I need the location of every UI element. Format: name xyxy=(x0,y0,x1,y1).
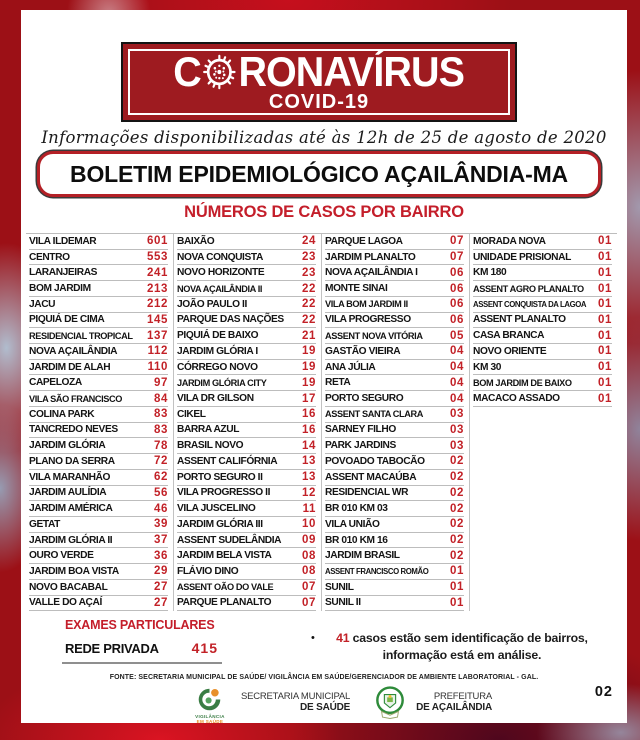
bairro-name: RESIDENCIAL TROPICAL xyxy=(29,330,133,341)
table-row xyxy=(29,548,168,564)
case-count: 06 xyxy=(450,298,464,311)
table-row xyxy=(177,375,316,391)
table-row xyxy=(325,486,464,502)
bairro-name: ASSENT SANTA CLARA xyxy=(325,409,423,420)
bairro-name: COLINA PARK xyxy=(29,408,95,420)
table-row xyxy=(325,470,464,486)
bairro-name: BOM JARDIM xyxy=(29,283,91,295)
table-row xyxy=(325,265,464,281)
bairro-name: ASSENT PLANALTO xyxy=(473,314,566,326)
bairro-name: CASA BRANCA xyxy=(473,330,545,342)
table-row xyxy=(177,250,316,266)
bairro-name: JARDIM DE ALAH xyxy=(29,361,111,373)
table-row xyxy=(29,281,168,297)
case-count: 07 xyxy=(450,251,464,264)
case-count: 19 xyxy=(302,361,316,374)
note-highlight: 41 xyxy=(336,631,350,645)
bairro-name: NOVO HORIZONTE xyxy=(177,267,265,279)
table-row xyxy=(29,344,168,360)
bairro-name: SUNIL II xyxy=(325,597,361,609)
table-row xyxy=(29,234,168,250)
case-count: 83 xyxy=(154,423,168,436)
table-row xyxy=(177,265,316,281)
bairro-name: LARANJEIRAS xyxy=(29,267,98,279)
table-row xyxy=(29,533,168,549)
bairro-name: SUNIL xyxy=(325,581,354,593)
bairro-name: JARDIM GLÓRIA CITY xyxy=(177,377,267,388)
footer-logos xyxy=(171,686,511,724)
bairro-name: VILA UNIÃO xyxy=(325,518,380,530)
case-count: 553 xyxy=(147,251,168,264)
case-count: 01 xyxy=(598,235,612,248)
bairro-name: NOVA AÇAILÂNDIA II xyxy=(177,283,263,294)
case-count: 02 xyxy=(450,502,464,515)
table-row xyxy=(177,391,316,407)
bairro-name: PARQUE LAGOA xyxy=(325,235,403,247)
case-count: 27 xyxy=(154,596,168,609)
case-count: 02 xyxy=(450,455,464,468)
table-row xyxy=(325,234,464,250)
table-row xyxy=(29,423,168,439)
case-count: 02 xyxy=(450,534,464,547)
table-row xyxy=(177,360,316,376)
bairro-name: FLÁVIO DINO xyxy=(177,565,239,577)
case-count: 06 xyxy=(450,282,464,295)
table-row xyxy=(29,407,168,423)
case-count: 01 xyxy=(598,298,612,311)
table-row xyxy=(473,281,612,297)
bairro-name: CIKEL xyxy=(177,408,206,420)
bairro-name: BRASIL NOVO xyxy=(177,440,244,452)
bairro-name: ASSENT FRANCISCO ROMÃO xyxy=(325,566,429,576)
case-count: 84 xyxy=(154,392,168,405)
table-row xyxy=(29,360,168,376)
bairro-name: JARDIM GLÓRIA II xyxy=(29,534,113,546)
table-row xyxy=(325,313,464,329)
cases-column-2 xyxy=(174,234,322,611)
bairro-name: ASSENT CONQUISTA DA LAGOA xyxy=(473,299,587,309)
bulletin-title-box xyxy=(37,151,601,197)
bairro-name: KM 30 xyxy=(473,361,502,373)
bairro-name: VILA PROGRESSO xyxy=(325,314,411,326)
private-exams-title: EXAMES PARTICULARES xyxy=(65,618,215,632)
table-row xyxy=(177,344,316,360)
table-row xyxy=(325,344,464,360)
bairro-name: JARDIM AMÉRICA xyxy=(29,503,113,515)
bulletin-page xyxy=(21,10,627,723)
table-row xyxy=(325,548,464,564)
case-count: 08 xyxy=(302,549,316,562)
case-count: 01 xyxy=(450,596,464,609)
case-count: 24 xyxy=(302,235,316,248)
bairro-name: JARDIM BELA VISTA xyxy=(177,550,272,562)
bairro-name: VILA ILDEMAR xyxy=(29,235,97,247)
bairro-name: JACU xyxy=(29,298,56,310)
info-date-line: Informações disponibilizadas até às 12h de 25 de agosto de 2020 xyxy=(41,128,607,147)
case-count: 03 xyxy=(450,423,464,436)
prefeitura-logo-icon xyxy=(375,686,405,720)
bairro-name: ASSENT NOVA VITÓRIA xyxy=(325,330,423,341)
secretaria-line-2: DE SAÚDE xyxy=(300,702,351,713)
table-row xyxy=(29,250,168,266)
bairro-name: JARDIM GLÓRIA I xyxy=(177,345,258,357)
cases-table xyxy=(26,233,617,611)
bairro-name: GASTÃO VIEIRA xyxy=(325,345,401,357)
bairro-name: VILA MARANHÃO xyxy=(29,471,111,483)
bairro-name: PORTO SEGURO xyxy=(325,393,404,405)
case-count: 11 xyxy=(302,502,316,515)
bairro-name: PIQUIÁ DE CIMA xyxy=(29,314,105,326)
vigilancia-logo-icon xyxy=(196,686,223,713)
covid19-subtitle: COVID-19 xyxy=(268,90,370,113)
case-count: 23 xyxy=(302,266,316,279)
table-row xyxy=(29,438,168,454)
bairro-name: POVOADO TABOCÃO xyxy=(325,455,425,467)
table-row xyxy=(177,297,316,313)
bairro-name: CÓRREGO NOVO xyxy=(177,361,258,373)
bairro-name: JARDIM GLÓRIA III xyxy=(177,518,263,530)
prefeitura-label xyxy=(416,691,492,713)
coronavirus-title-part1: C xyxy=(173,47,202,95)
table-row xyxy=(177,423,316,439)
case-count: 22 xyxy=(302,313,316,326)
bairro-name: JARDIM BRASIL xyxy=(325,550,400,562)
case-count: 601 xyxy=(147,235,168,248)
case-count: 04 xyxy=(450,376,464,389)
cases-column-4 xyxy=(470,234,617,611)
table-row xyxy=(29,486,168,502)
case-count: 112 xyxy=(147,345,168,358)
case-count: 07 xyxy=(450,235,464,248)
table-row xyxy=(473,360,612,376)
bairro-name: JOÃO PAULO II xyxy=(177,298,247,310)
case-count: 213 xyxy=(147,282,168,295)
private-exams-row xyxy=(62,638,222,664)
bairro-name: ANA JÚLIA xyxy=(325,361,376,373)
bairro-name: VILA PROGRESSO II xyxy=(177,487,271,499)
case-count: 16 xyxy=(302,423,316,436)
table-row xyxy=(325,281,464,297)
case-count: 04 xyxy=(450,392,464,405)
case-count: 03 xyxy=(450,408,464,421)
table-row xyxy=(325,250,464,266)
bairro-name: BARRA AZUL xyxy=(177,424,240,436)
case-count: 01 xyxy=(598,345,612,358)
bairro-name: VILA DR GILSON xyxy=(177,393,254,405)
case-count: 03 xyxy=(450,439,464,452)
case-count: 212 xyxy=(147,298,168,311)
case-count: 02 xyxy=(450,549,464,562)
bairro-name: JARDIM GLÓRIA xyxy=(29,440,106,452)
bairro-name: ASSENT AGRO PLANALTO xyxy=(473,283,584,294)
case-count: 01 xyxy=(598,313,612,326)
case-count: 07 xyxy=(302,581,316,594)
case-count: 97 xyxy=(154,376,168,389)
bairro-name: KM 180 xyxy=(473,267,507,279)
table-row xyxy=(29,454,168,470)
bairro-name: RETA xyxy=(325,377,351,389)
table-row xyxy=(325,596,464,611)
case-count: 37 xyxy=(154,534,168,547)
case-count: 29 xyxy=(154,565,168,578)
case-count: 08 xyxy=(302,565,316,578)
table-row xyxy=(473,391,612,407)
bairro-name: OURO VERDE xyxy=(29,550,94,562)
bairro-name: CAPELOZA xyxy=(29,377,82,389)
table-row xyxy=(325,454,464,470)
case-count: 01 xyxy=(598,329,612,342)
virus-icon xyxy=(202,53,238,91)
case-count: 17 xyxy=(302,392,316,405)
cases-column-1 xyxy=(26,234,174,611)
table-row xyxy=(325,360,464,376)
bairro-name: ASSENT OÃO DO VALE xyxy=(177,582,274,593)
case-count: 09 xyxy=(302,534,316,547)
bulletin-title: BOLETIM EPIDEMIOLÓGICO AÇAILÂNDIA-MA xyxy=(70,160,568,187)
bairro-name: TANCREDO NEVES xyxy=(29,424,118,436)
note xyxy=(311,630,603,663)
case-count: 01 xyxy=(598,282,612,295)
vigilancia-logo-wrap xyxy=(190,686,230,724)
bairro-name: JARDIM PLANALTO xyxy=(325,251,416,263)
case-count: 07 xyxy=(302,596,316,609)
table-row xyxy=(29,564,168,580)
secretaria-label xyxy=(241,691,350,713)
bairro-name: MACACO ASSADO xyxy=(473,393,560,405)
bairro-name: PORTO SEGURO II xyxy=(177,471,263,483)
table-row xyxy=(325,391,464,407)
coronavirus-banner xyxy=(121,42,517,122)
note-text xyxy=(321,630,603,663)
rede-privada-label: REDE PRIVADA xyxy=(65,641,159,656)
bairro-name: JARDIM AULÍDIA xyxy=(29,487,107,499)
bairro-name: PLANO DA SERRA xyxy=(29,455,115,467)
table-row xyxy=(177,438,316,454)
bairro-name: VILA SÃO FRANCISCO xyxy=(29,393,123,404)
table-row xyxy=(325,501,464,517)
bairro-name: JARDIM BOA VISTA xyxy=(29,565,119,577)
case-count: 02 xyxy=(450,486,464,499)
bullet-icon: • xyxy=(311,632,315,644)
bairro-name: BR 010 KM 16 xyxy=(325,534,388,546)
case-count: 145 xyxy=(147,313,168,326)
page-number: 02 xyxy=(594,684,613,700)
case-count: 06 xyxy=(450,313,464,326)
bairro-name: PARK JARDINS xyxy=(325,440,396,452)
coronavirus-banner-inner xyxy=(128,49,510,115)
bairro-name: VILA BOM JARDIM II xyxy=(325,299,408,310)
bairro-name: MONTE SINAI xyxy=(325,283,388,295)
case-count: 137 xyxy=(147,329,168,342)
bairro-name: PIQUIÁ DE BAIXO xyxy=(177,330,259,342)
rede-privada-value: 415 xyxy=(191,640,218,656)
coronavirus-title-part2: RONAVÍRUS xyxy=(238,47,465,95)
table-row xyxy=(177,328,316,344)
secretaria-line-1: SECRETARIA MUNICIPAL xyxy=(240,691,351,702)
prefeitura-line-2: DE AÇAILÂNDIA xyxy=(416,702,493,713)
bairro-name: ASSENT CALIFÓRNIA xyxy=(177,455,278,467)
case-count: 110 xyxy=(147,361,168,374)
case-count: 05 xyxy=(450,329,464,342)
bairro-name: PARQUE DAS NAÇÕES xyxy=(177,314,284,326)
table-row xyxy=(177,313,316,329)
table-row xyxy=(473,234,612,250)
case-count: 241 xyxy=(147,266,168,279)
cases-column-3 xyxy=(322,234,470,611)
case-count: 01 xyxy=(598,392,612,405)
table-row xyxy=(473,328,612,344)
table-row xyxy=(29,297,168,313)
table-row xyxy=(177,486,316,502)
bairro-name: NOVO BACABAL xyxy=(29,581,108,593)
table-row xyxy=(177,596,316,611)
table-row xyxy=(29,470,168,486)
case-count: 06 xyxy=(450,266,464,279)
table-row xyxy=(325,564,464,580)
table-row xyxy=(473,344,612,360)
table-row xyxy=(29,391,168,407)
case-count: 83 xyxy=(154,408,168,421)
table-row xyxy=(473,297,612,313)
bairro-name: GETAT xyxy=(29,518,61,530)
bairro-name: SARNEY FILHO xyxy=(325,424,396,436)
table-row xyxy=(29,596,168,611)
table-row xyxy=(29,517,168,533)
case-count: 01 xyxy=(450,581,464,594)
bairro-name: BAIXÃO xyxy=(177,235,215,247)
case-count: 22 xyxy=(302,298,316,311)
case-count: 23 xyxy=(302,251,316,264)
table-row xyxy=(177,407,316,423)
case-count: 04 xyxy=(450,345,464,358)
case-count: 62 xyxy=(154,471,168,484)
table-row xyxy=(325,517,464,533)
case-count: 22 xyxy=(302,282,316,295)
bairro-name: CENTRO xyxy=(29,251,70,263)
prefeitura-line-1: PREFEITURA xyxy=(433,691,493,702)
case-count: 01 xyxy=(598,251,612,264)
case-count: 01 xyxy=(598,266,612,279)
bairro-name: VALLE DO AÇAÍ xyxy=(29,597,102,609)
bairro-name: PARQUE PLANALTO xyxy=(177,597,272,609)
case-count: 27 xyxy=(154,581,168,594)
case-count: 02 xyxy=(450,518,464,531)
case-count: 13 xyxy=(302,471,316,484)
table-row xyxy=(325,328,464,344)
case-count: 56 xyxy=(154,486,168,499)
case-count: 01 xyxy=(598,376,612,389)
table-row xyxy=(177,454,316,470)
case-count: 13 xyxy=(302,455,316,468)
bairro-name: NOVA CONQUISTA xyxy=(177,251,263,263)
table-row xyxy=(177,281,316,297)
table-row xyxy=(473,313,612,329)
table-row xyxy=(177,517,316,533)
case-count: 19 xyxy=(302,345,316,358)
table-row xyxy=(325,423,464,439)
table-row xyxy=(29,501,168,517)
table-row xyxy=(29,328,168,344)
case-count: 12 xyxy=(302,486,316,499)
table-row xyxy=(29,375,168,391)
case-count: 01 xyxy=(598,361,612,374)
table-row xyxy=(325,580,464,596)
case-count: 04 xyxy=(450,361,464,374)
case-count: 36 xyxy=(154,549,168,562)
bairro-name: NOVA AÇAILÂNDIA I xyxy=(325,267,418,279)
case-count: 19 xyxy=(302,376,316,389)
table-row xyxy=(325,297,464,313)
table-row xyxy=(177,548,316,564)
table-row xyxy=(29,265,168,281)
coronavirus-title xyxy=(173,47,465,95)
case-count: 02 xyxy=(450,471,464,484)
table-row xyxy=(177,234,316,250)
bairro-name: BOM JARDIM DE BAIXO xyxy=(473,377,572,388)
bairro-name: NOVO ORIENTE xyxy=(473,345,547,357)
section-title: NÚMEROS DE CASOS POR BAIRRO xyxy=(184,203,464,221)
case-count: 16 xyxy=(302,408,316,421)
table-row xyxy=(325,407,464,423)
bairro-name: UNIDADE PRISIONAL xyxy=(473,251,571,263)
table-row xyxy=(177,533,316,549)
case-count: 14 xyxy=(302,439,316,452)
vigilancia-caption-1: VIGILÂNCIA xyxy=(195,714,225,719)
case-count: 78 xyxy=(154,439,168,452)
case-count: 21 xyxy=(302,329,316,342)
bairro-name: NOVA AÇAILÂNDIA xyxy=(29,345,118,357)
bairro-name: ASSENT SUDELÂNDIA xyxy=(177,534,282,546)
table-row xyxy=(29,313,168,329)
case-count: 10 xyxy=(302,518,316,531)
bairro-name: ASSENT MACAÚBA xyxy=(325,471,417,483)
bairro-name: BR 010 KM 03 xyxy=(325,503,388,515)
table-row xyxy=(473,265,612,281)
table-row xyxy=(473,375,612,391)
vigilancia-caption-2: EM SAÚDE xyxy=(196,719,224,724)
case-count: 01 xyxy=(450,565,464,578)
bairro-name: RESIDENCIAL WR xyxy=(325,487,409,499)
table-row xyxy=(325,375,464,391)
bairro-name: MORADA NOVA xyxy=(473,235,546,247)
case-count: 72 xyxy=(154,455,168,468)
table-row xyxy=(177,470,316,486)
table-row xyxy=(473,250,612,266)
note-body: casos estão sem identificação de bairros, informação está em análise. xyxy=(349,631,588,662)
case-count: 46 xyxy=(154,502,168,515)
table-row xyxy=(177,501,316,517)
case-count: 39 xyxy=(154,518,168,531)
table-row xyxy=(325,533,464,549)
table-row xyxy=(177,564,316,580)
source-line: FONTE: SECRETARIA MUNICIPAL DE SAÚDE/ VIGILÂNCIA EM SAÚDE/GERENCIADOR DE AMBIENTE LABORATORIAL - GAL. xyxy=(109,674,539,681)
table-row xyxy=(29,580,168,596)
table-row xyxy=(177,580,316,596)
bairro-name: VILA JUSCELINO xyxy=(177,503,256,515)
table-row xyxy=(325,438,464,454)
